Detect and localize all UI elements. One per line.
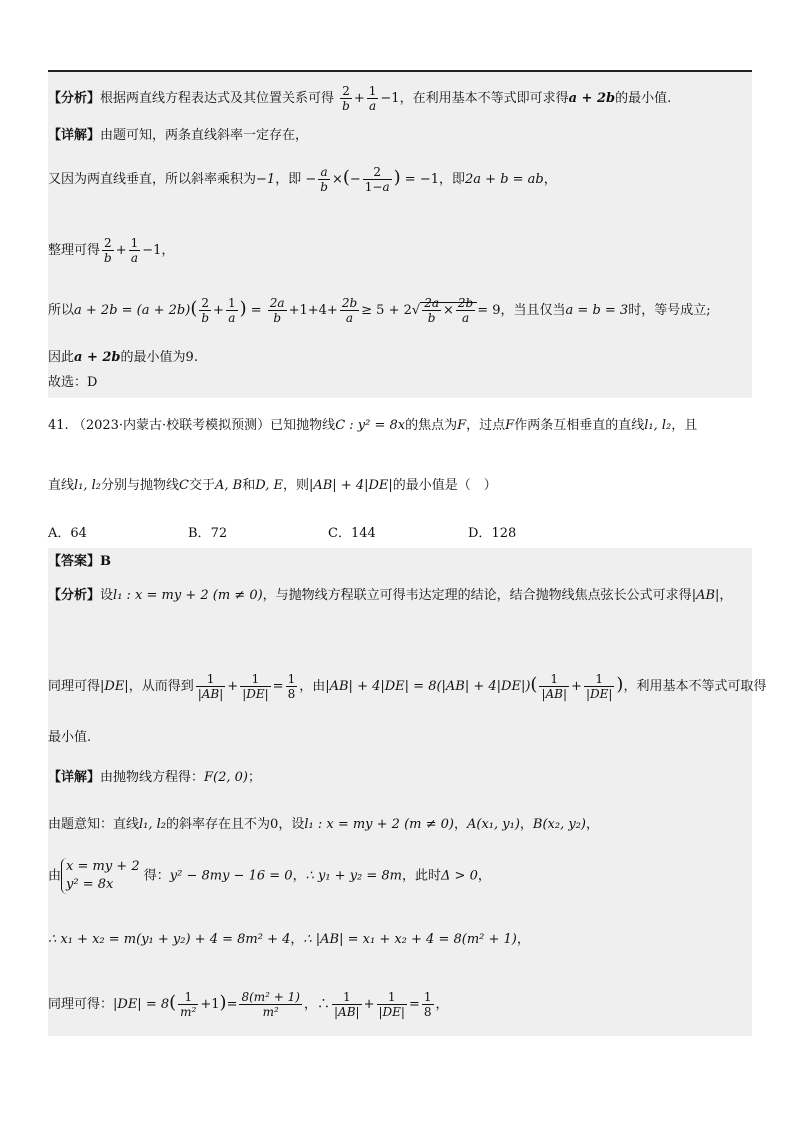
analysis-41-line3: 最小值. [48,730,92,745]
option-d: D．128 [468,526,517,541]
option-a: A．64 [48,526,87,541]
detail-40-line4: 所以a + 2b = (a + 2b)( $\frac{2}{b}$ + $\frac{1}{a}$ ) = $\frac{2a}{b}$ +1+4+ $\frac{2b}{a}$ ≥ 5 + 2√ $\frac{2a}{b}$ × $\frac{2b}{a}$ = 9，当且仅当a = b = 3时，等号成立; [48,296,711,325]
question-41-line1: 41. （2023·内蒙古·校联考模拟预测）已知抛物线C : y² = 8x的焦点为F，过点F作两条互相垂直的直线l₁, l₂，且 [48,418,698,433]
option-b: B．72 [188,526,228,541]
question-41-line2: 直线l₁, l₂分别与抛物线C交于A, B和D, E，则|AB| + 4|DE|的最小值是（ ） [48,478,497,493]
detail-41-line1: 【详解】由抛物线方程得：F(2, 0)； [48,770,262,785]
detail-41-line4: ∴ x₁ + x₂ = m(y₁ + y₂) + 4 = 8m² + 4，∴ |AB| = x₁ + x₂ + 4 = 8(m² + 1)， [48,932,530,947]
analysis-41-line2: 同理可得|DE|，从而得到 $\frac{1}{|AB|}$ + $\frac{1}{|DE|}$ = $\frac{1}{8}$ ，由|AB| + 4|DE| = 8(|AB| + 4|DE|)( $\frac{1}{|AB|}$ + $\frac{1}{|DE|}$ )，利用基本不等式可取得 [48,672,767,701]
detail-40-line2: 又因为两直线垂直，所以斜率乘积为−1，即 − $\frac{a}{b}$ ×(− $\frac{2}{1-a}$ ) = −1，即2a + b = ab， [48,165,557,194]
detail-40-line3: 整理可得 $\frac{2}{b}$ + $\frac{1}{a}$ −1， [48,236,175,265]
detail-41-line2: 由题意知：直线l₁, l₂的斜率存在且不为0，设l₁ : x = my + 2 (m ≠ 0)，A(x₁, y₁)，B(x₂, y₂)， [48,817,599,832]
analysis-41-line1: 【分析】设l₁ : x = my + 2 (m ≠ 0)，与抛物线方程联立可得韦达定理的结论，结合抛物线焦点弦长公式可求得|AB|， [48,588,733,603]
detail-40-line1: 【详解】由题可知，两条直线斜率一定存在， [48,128,309,143]
detail-41-line3: 由 x = my + 2 y² = 8x 得：y² − 8my − 16 = 0，∴ y₁ + y₂ = 8m，此时Δ > 0， [48,859,491,892]
answer-40: 故选：D [48,375,98,390]
analysis-40: 【分析】根据两直线方程表达式及其位置关系可得 $\frac{2}{b}$ + $\frac{1}{a}$ −1，在利用基本不等式即可求得a + 2b的最小值. [48,84,672,113]
detail-41-line5: 同理可得：|DE| = 8( $\frac{1}{\text{m²}}$ +1)= $\frac{\text{8(m² + 1)}}{\text{m²}}$ ，∴ $\frac{1}{|AB|}$ + $\frac{1}{|DE|}$ = $\frac{1}{8}$ ， [48,990,449,1019]
solution-41-panel [48,548,752,1036]
answer-41: 【答案】B [48,554,111,569]
option-c: C．144 [328,526,376,541]
detail-40-line5: 因此a + 2b的最小值为9. [48,350,198,365]
